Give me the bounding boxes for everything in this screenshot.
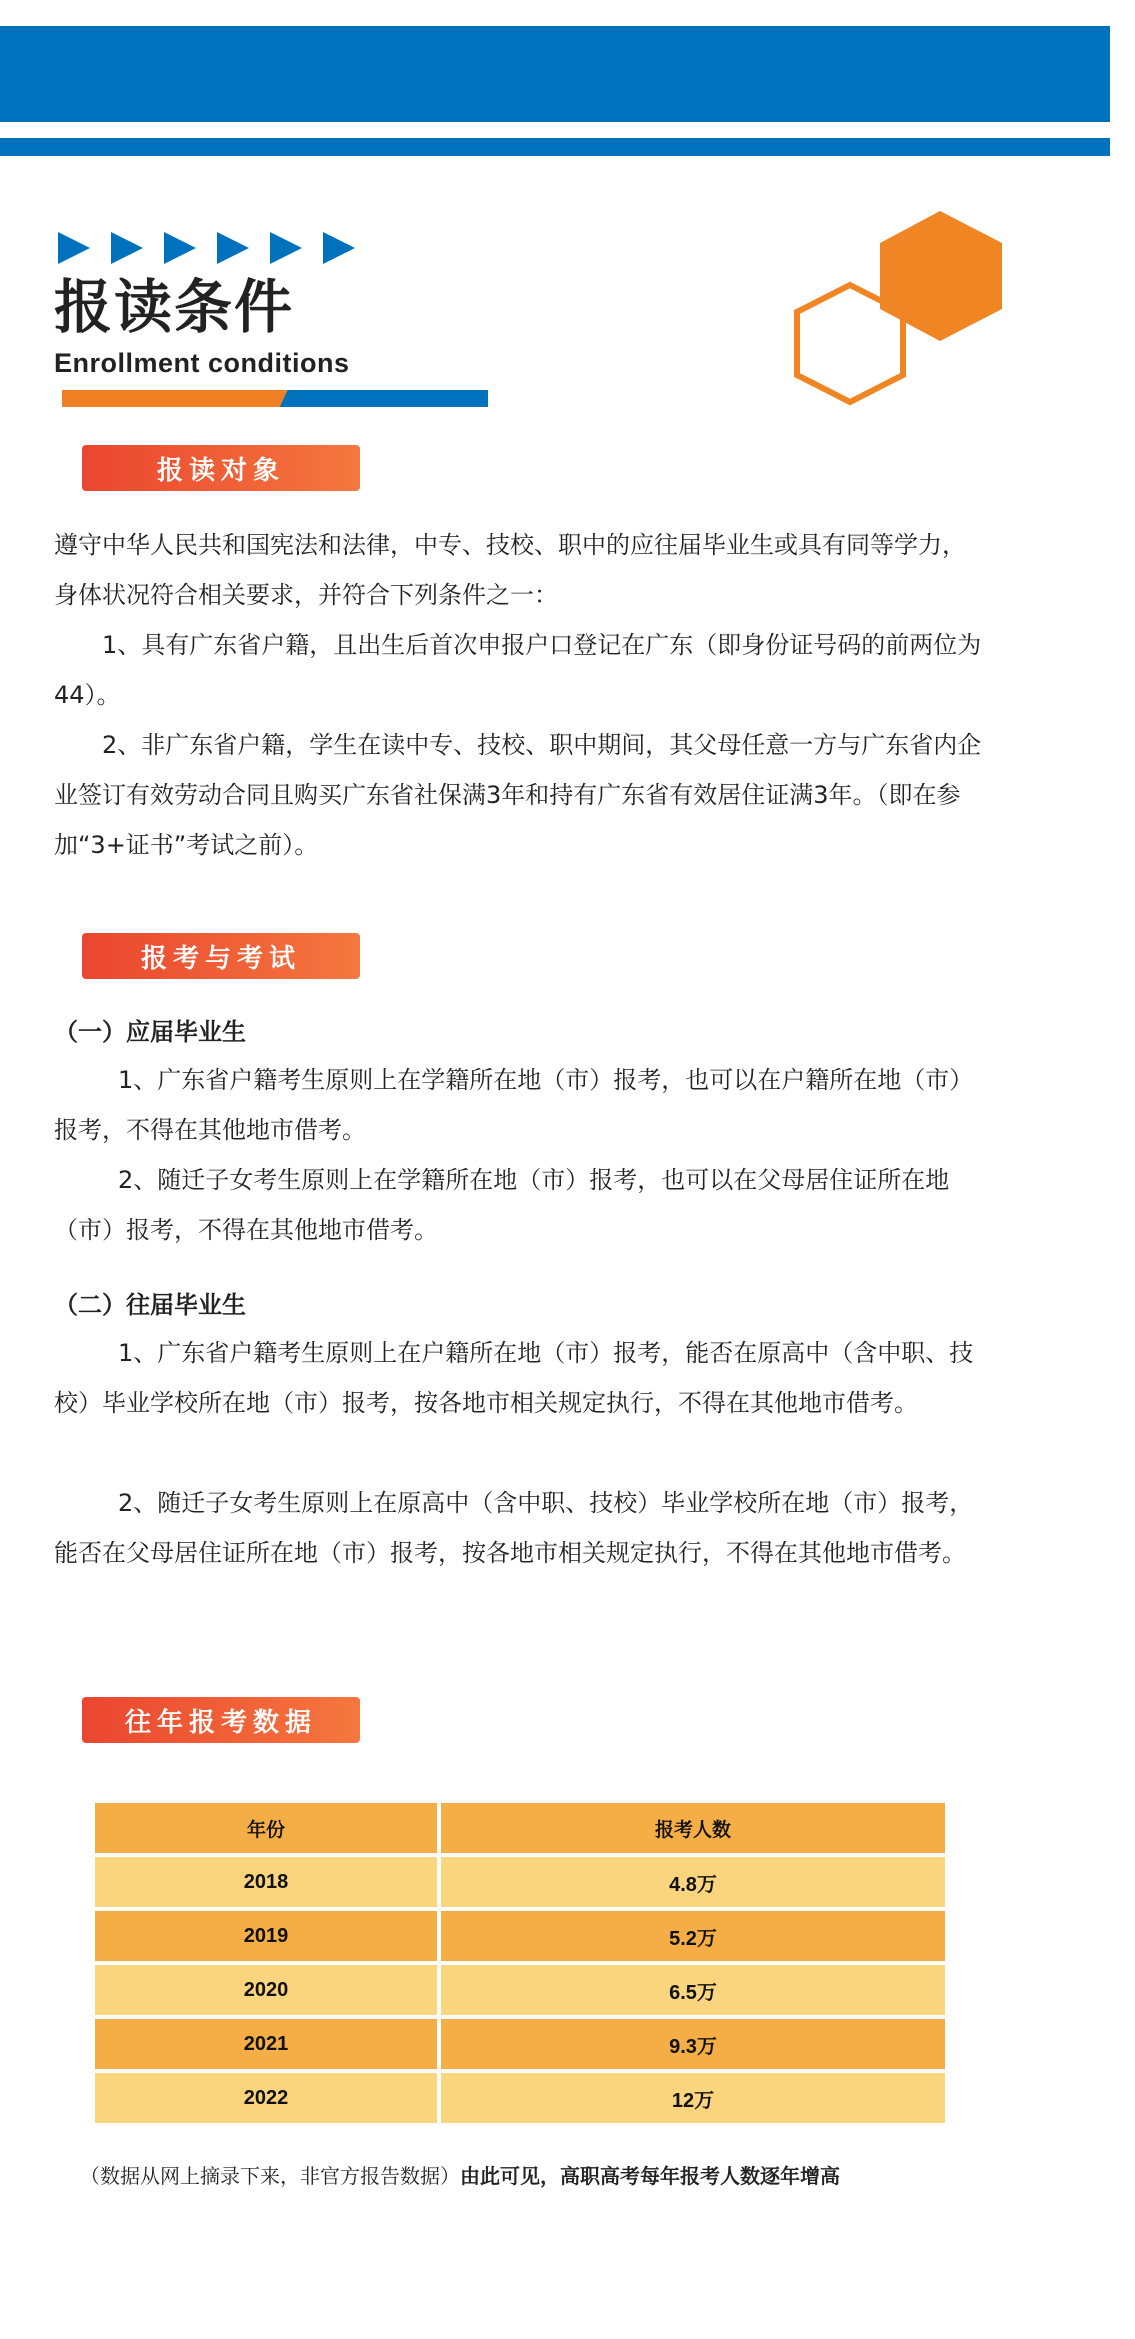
applicants-table: [91, 1799, 949, 2127]
past-graduates-item-1: 1、广东省户籍考生原则上在户籍所在地（市）报考，能否在原高中（含中职、技校）毕业学校所在地（市）报考，按各地市相关规定执行，不得在其他地市借考。: [54, 1339, 974, 1417]
table-row: [95, 2019, 945, 2069]
cell-year: 2019: [95, 1911, 437, 1961]
eligibility-intro: 遵守中华人民共和国宪法和法律，中专、技校、职中的应往届毕业生或具有同等学力，身体状况符合相关要求，并符合下列条件之一：: [54, 531, 966, 609]
column-header-count: 报考人数: [441, 1803, 945, 1853]
cell-year: 2021: [95, 2019, 437, 2069]
table-row: [95, 1911, 945, 1961]
data-conclusion: 由此可见，高职高考每年报考人数逐年增高: [460, 2164, 840, 2188]
past-graduates-item-2: 2、随迁子女考生原则上在原高中（含中职、技校）毕业学校所在地（市）报考，能否在父母居住证所在地（市）报考，按各地市相关规定执行，不得在其他地市借考。: [54, 1489, 974, 1567]
play-arrow-icon: [217, 232, 249, 264]
table-header-row: [95, 1803, 945, 1853]
eligibility-item-2: 2、非广东省户籍，学生在读中专、技校、职中期间，其父母任意一方与广东省内企业签订有效劳动合同且购买广东省社保满3年和持有广东省有效居住证满3年。（即在参加“3+证书”考试之前）。: [54, 731, 982, 859]
cell-year: 2022: [95, 2073, 437, 2123]
hexagon-decoration-icon: [770, 205, 1010, 415]
play-arrow-icon: [270, 232, 302, 264]
eligibility-item-1: 1、具有广东省户籍，且出生后首次申报户口登记在广东（即身份证号码的前两位为44）。: [54, 631, 982, 709]
section-badge-history: 往年报考数据: [82, 1697, 360, 1743]
header-strip: [0, 138, 1110, 156]
play-arrow-icon: [58, 232, 90, 264]
play-arrow-icon: [164, 232, 196, 264]
group-heading-past-graduates: （二）往届毕业生: [54, 1291, 246, 1319]
cell-count: 9.3万: [441, 2019, 945, 2069]
table-row: [95, 2073, 945, 2123]
cell-count: 6.5万: [441, 1965, 945, 2015]
current-graduates-item-1: 1、广东省户籍考生原则上在学籍所在地（市）报考，也可以在户籍所在地（市）报考，不得在其他地市借考。: [54, 1066, 974, 1144]
play-arrow-icon: [323, 232, 355, 264]
cell-count: 12万: [441, 2073, 945, 2123]
title-underline-bar: [62, 390, 488, 407]
current-graduates-item-2: 2、随迁子女考生原则上在学籍所在地（市）报考，也可以在父母居住证所在地（市）报考，不得在其他地市借考。: [54, 1166, 950, 1244]
page-subtitle: Enrollment conditions: [54, 348, 350, 378]
play-arrow-icon: [111, 232, 143, 264]
section-badge-registration: 报考与考试: [82, 933, 360, 979]
table-row: [95, 1965, 945, 2015]
arrow-row: [58, 232, 355, 264]
data-source-note: （数据从网上摘录下来，非官方报告数据）: [80, 2164, 460, 2188]
data-footnote: [80, 2160, 840, 2189]
section-badge-eligibility: 报读对象: [82, 445, 360, 491]
table-row: [95, 1857, 945, 1907]
group-heading-current-graduates: （一）应届毕业生: [54, 1018, 246, 1046]
column-header-year: 年份: [95, 1803, 437, 1853]
cell-year: 2018: [95, 1857, 437, 1907]
page-title: 报读条件: [54, 273, 295, 341]
cell-count: 4.8万: [441, 1857, 945, 1907]
cell-count: 5.2万: [441, 1911, 945, 1961]
header-band: [0, 26, 1110, 122]
cell-year: 2020: [95, 1965, 437, 2015]
